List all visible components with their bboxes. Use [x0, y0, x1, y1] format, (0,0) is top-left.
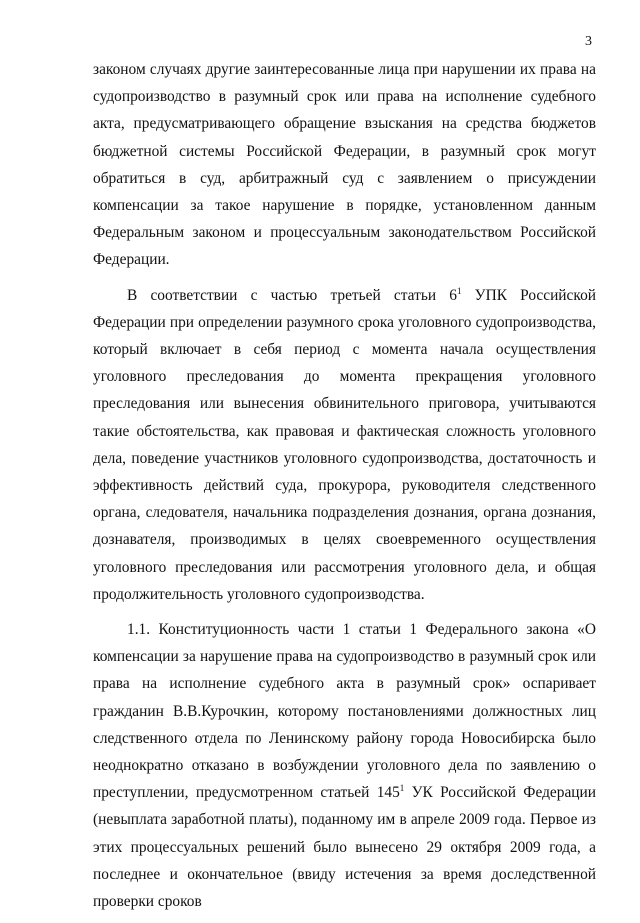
paragraph-text: 1.1. Конституционность части 1 статьи 1 Федерального закона «О компенсации за нарушение права на судопроизводство в разумный срок или права на исполнение судебного акта в разумный срок» оспаривает гражданин В.В.Курочкин, которому постановлениями должностных лиц следственного отдела по Ленинскому району города Новосибирска было неоднократно отказано в возбуждении уголовного дела по заявлению о преступлении, предусмотренном статьей 145: [93, 621, 596, 802]
document-body: [93, 56, 596, 923]
paragraph-text: УК Российской Федерации (невыплата заработной платы), поданному им в апреле 2009 года. Первое из этих процессуальных решений было вынесено 29 октября 2009 года, а последнее и окончательное (ввиду истечения за время доследственной проверки сроков: [93, 784, 596, 911]
paragraph-reasonable-term: [93, 282, 596, 608]
article-superscript: 1: [456, 285, 462, 296]
article-superscript: 1: [399, 783, 405, 794]
paragraph-text: В соответствии с частью третьей статьи 6: [127, 286, 457, 304]
paragraph-continuation: [93, 56, 596, 274]
paragraph-text: законом случаях другие заинтересованные лица при нарушении их права на судопроизводство в разумный срок или права на исполнение судебного акта, предусматривающего обращение взыскания на средства бюджетов бюджетной системы Российской Федерации, в разумный срок могут обратиться в суд, арбитражный суд с заявлением о присуждении компенсации за такое нарушение в порядке, установленном данным Федеральным законом и процессуальным законодательством Российской Федерации.: [93, 61, 596, 269]
page-number: 3: [585, 34, 592, 49]
paragraph-text: УПК Российской Федерации при определении разумного срока уголовного судопроизводства, который включает в себя период с момента начала осуществления уголовного преследования до момента прекращения уголовного преследования или вынесения обвинительного приговора, учитываются такие обстоятельства, как правовая и фактическая сложность уголовного дела, поведение участников уголовного судопроизводства, достаточность и эффективность действий суда, прокурора, руководителя следственного органа, следователя, начальника подразделения дознания, органа дознания, дознавателя, производимых в целях своевременного осуществления уголовного преследования или рассмотрения уголовного дела, и общая продолжительность уголовного судопроизводства.: [93, 286, 596, 603]
paragraph-section-1-1: [93, 616, 596, 915]
